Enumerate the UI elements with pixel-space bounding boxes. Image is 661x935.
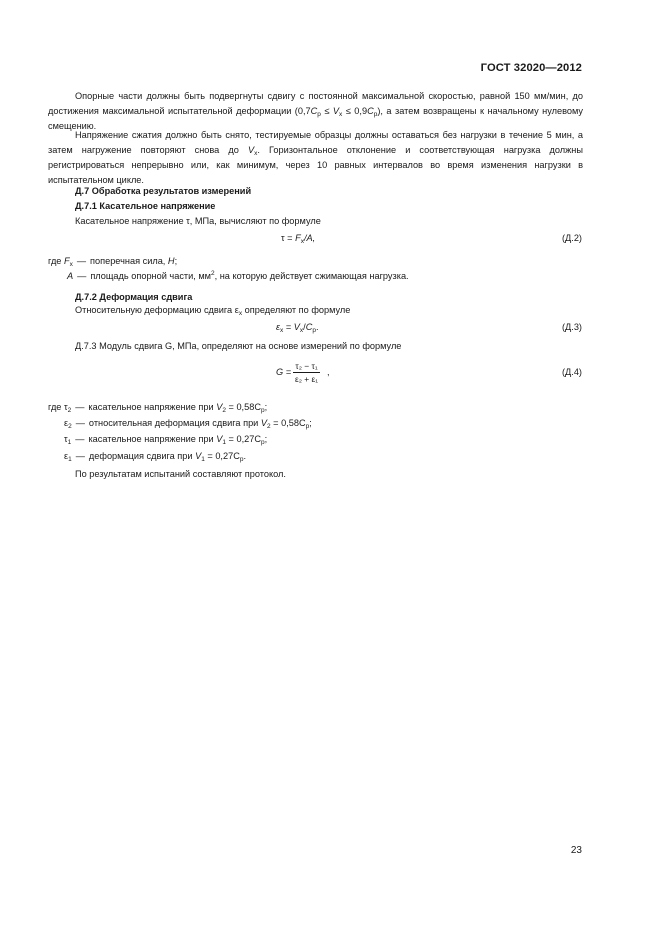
def-tau2-sym: τ xyxy=(63,402,68,412)
def-eps2-Vsub: 2 xyxy=(267,423,271,430)
def-tau2-Csub: p xyxy=(260,407,265,414)
page-number: 23 xyxy=(570,845,582,856)
formula-d4-G: G = xyxy=(276,367,292,377)
def-eps1-sub: 1 xyxy=(68,456,72,463)
d72-text-sub: x xyxy=(238,310,243,317)
def-tau1-V: V xyxy=(216,434,223,444)
def-eps2-val: = 0,58C xyxy=(270,418,306,428)
formula-d3-eps: ε xyxy=(276,322,281,332)
def-tau2-end: ; xyxy=(264,402,268,412)
formula-d3-C: C xyxy=(305,322,313,332)
where-area-end: , на которую действует сжимающая нагрузка. xyxy=(214,271,409,281)
def-eps2-end: ; xyxy=(309,418,312,428)
d72-text-a: Относительную деформацию сдвига ε xyxy=(75,305,239,315)
def-eps1-val: = 0,27C xyxy=(204,451,240,461)
def-tau2-V: V xyxy=(216,402,223,412)
def-tau1-desc: касательное напряжение при xyxy=(88,434,217,444)
formula-d3-epssub: x xyxy=(280,327,284,334)
where-area-desc: площадь опорной части, мм xyxy=(90,271,211,281)
def-eps1-Csub: p xyxy=(239,456,244,463)
formula-number-d3: (Д.3) xyxy=(561,322,582,332)
formula-d2-lhs: τ = xyxy=(281,233,296,243)
def-eps2: $\varepsilon_2$ — относительная деформация сдвига при $V_2 = 0,58C_p$; xyxy=(64,418,312,430)
where-fx-unit: Н xyxy=(167,256,175,266)
formula-d2 xyxy=(281,233,315,243)
formula-d2-Fsub: x xyxy=(300,238,304,245)
where-fx-desc: поперечная сила, xyxy=(90,256,168,266)
section-heading-d7: Д.7 Обработка результатов измерений xyxy=(75,186,252,196)
def-eps1-desc: деформация сдвига при xyxy=(88,451,196,461)
para2-text: Напряжение сжатия должно быть снято, тестируемые образцы должны оставаться без нагрузки в течение 5 мин, а затем нагружение повторяют снова до $V_x$. Горизонтальное отклонение и соответствующая нагрузка должны регистрироваться непрерывно или, как минимум, через 10 равных интервалов во время изменения нагрузки в испытательном цикле. xyxy=(48,130,583,185)
def-tau2-desc: касательное напряжение при xyxy=(88,402,217,412)
def-eps2-desc: относительная деформация сдвига при xyxy=(88,418,261,428)
def-tau2-intro: где xyxy=(48,402,64,412)
def-tau2-val: = 0,58C xyxy=(225,402,261,412)
formula-d3-slash: / xyxy=(303,322,306,332)
paragraph-unloading xyxy=(48,128,583,188)
formula-d4-fraction xyxy=(293,360,320,385)
def-tau1-sub: 1 xyxy=(67,439,72,446)
def-eps2-V: V xyxy=(260,418,267,428)
def-eps2-sub: 2 xyxy=(68,423,72,430)
d72-intro-text xyxy=(75,305,350,315)
where-fx-sub: x xyxy=(69,261,73,268)
section-heading-d71: Д.7.1 Касательное напряжение xyxy=(75,201,216,211)
def-eps1-sym: ε xyxy=(64,451,69,461)
formula-d3-Vsub: x xyxy=(299,327,304,334)
para1-part1: Опорные части должны быть подвергнуты сдвигу с постоянной максимальной скоростью, равной 150 мм/мин, до достижения максимальной испытательной деформации $(0,7C_p \le V_x \le 0,9C_p)$, а затем возвращены к начальному нулевому смещению. xyxy=(48,91,584,131)
d73-text: Д.7.3 Модуль сдвига G, МПа, определяют на основе измерений по формуле xyxy=(75,341,402,351)
def-tau1: $\tau_1$ — касательное напряжение при $V_1 = 0,27C_p$; xyxy=(64,434,268,446)
formula-d3-Csub: p xyxy=(312,327,316,334)
def-tau2: где $\tau_2$ — касательное напряжение при $V_2 = 0,58C_p$; xyxy=(48,402,268,414)
def-eps2-sym: ε xyxy=(64,418,69,428)
d72-text-b: определяют по формуле xyxy=(242,305,351,315)
d71-intro-text: Касательное напряжение τ, МПа, вычисляют по формуле xyxy=(75,216,321,226)
formula-d4-lhs xyxy=(276,367,291,377)
final-statement: По результатам испытаний составляют протокол. xyxy=(75,469,286,479)
def-tau1-sym: τ xyxy=(64,434,68,444)
where-area: A — площадь опорной части, $мм^2$, на которую действует сжимающая нагрузка. xyxy=(67,270,409,281)
section-heading-d72: Д.7.2 Деформация сдвига xyxy=(75,292,193,302)
def-tau2-sub: 2 xyxy=(67,407,72,414)
def-tau1-Csub: p xyxy=(261,439,265,446)
where-intro: где xyxy=(48,256,64,266)
formula-d3-end: . xyxy=(316,322,319,332)
formula-d4-end: , xyxy=(327,367,330,377)
def-tau1-end: ; xyxy=(264,434,268,444)
def-tau2-Vsub: 2 xyxy=(222,407,226,414)
formula-d3-V: V xyxy=(293,322,300,332)
def-eps1-Vsub: 1 xyxy=(201,456,205,463)
formula-d2-rest: /A, xyxy=(303,233,316,243)
formula-number-d2: (Д.2) xyxy=(561,233,582,243)
where-area-sym: A xyxy=(67,271,74,281)
where-fx-sym: F xyxy=(63,256,70,266)
def-tau1-Vsub: 1 xyxy=(222,439,226,446)
formula-d3-eq: = xyxy=(283,322,294,332)
where-fx: где $F_x$ — поперечная сила, Н; xyxy=(48,256,178,268)
document-header: ГОСТ 32020—2012 xyxy=(480,62,582,74)
def-eps1-V: V xyxy=(195,451,202,461)
formula-d2-F: F xyxy=(295,233,301,243)
def-eps1-end: . xyxy=(243,451,247,461)
formula-d4-denominator: ε₂ + ε₁ xyxy=(295,374,319,384)
formula-d3 xyxy=(276,322,319,332)
formula-d4-numerator: τ₂ − τ₁ xyxy=(293,360,320,373)
def-tau1-val: = 0,27C xyxy=(226,434,261,444)
where-area-sup: 2 xyxy=(211,270,215,277)
def-eps2-Csub: p xyxy=(305,423,310,430)
def-eps1: $\varepsilon_1$ — деформация сдвига при $V_1 = 0,27C_p$. xyxy=(64,451,247,463)
where-fx-end: ; xyxy=(174,256,178,266)
formula-number-d4: (Д.4) xyxy=(561,367,582,377)
